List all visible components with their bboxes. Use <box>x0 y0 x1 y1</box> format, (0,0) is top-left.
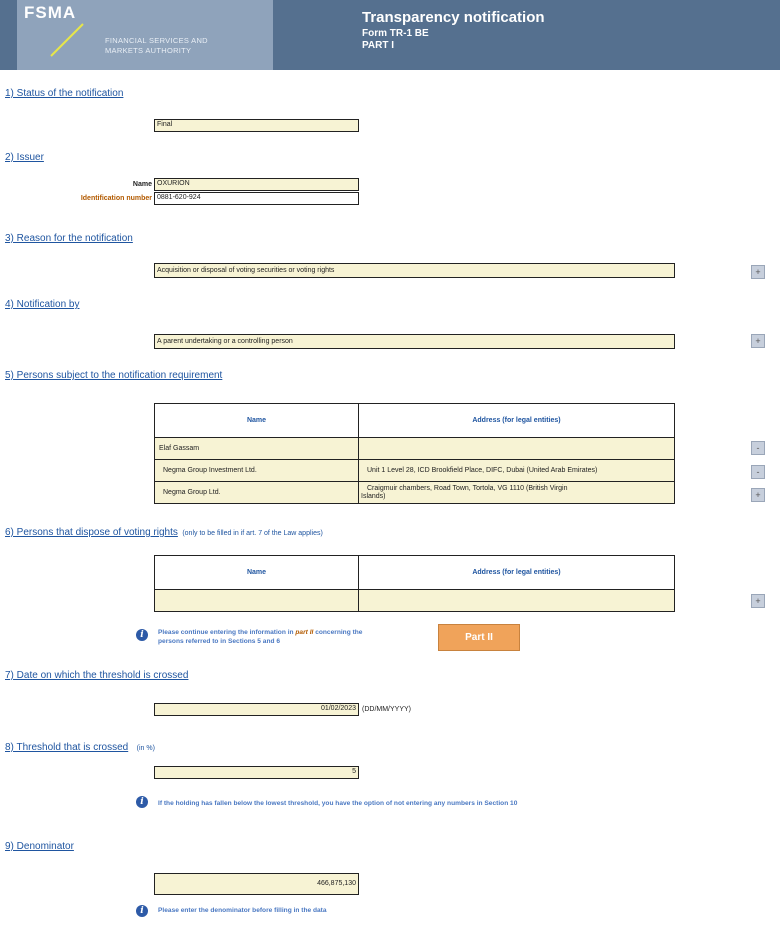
add-row-button[interactable]: + <box>751 488 765 502</box>
part2-info-text <box>158 628 428 646</box>
add-reason-button[interactable]: + <box>751 265 765 279</box>
logo-tagline <box>105 36 255 56</box>
person-name-cell[interactable]: Negma Group Ltd. <box>155 482 359 504</box>
address-line-2: Islands) <box>361 492 386 500</box>
threshold-info-text: If the holding has fallen below the lowest threshold, you have the option of not entering any numbers in Section 10 <box>158 800 518 807</box>
section-4-title: 4) Notification by <box>5 299 80 310</box>
section-7-title: 7) Date on which the threshold is crossed <box>5 670 189 681</box>
remove-row-button[interactable]: - <box>751 441 765 455</box>
dispose-table <box>154 555 675 612</box>
form-code: Form TR-1 BE <box>362 28 429 39</box>
notification-by-field[interactable]: A parent undertaking or a controlling person <box>154 334 675 349</box>
section-6-note: (only to be filled in if art. 7 of the Law applies) <box>182 530 323 537</box>
issuer-id-field[interactable]: 0881-620-924 <box>154 192 359 205</box>
section-5-title: 5) Persons subject to the notification requirement <box>5 370 223 381</box>
col-header-name: Name <box>155 404 359 438</box>
table-row <box>155 590 675 612</box>
info-text-part: concerning the <box>315 629 363 636</box>
info-text-part: Please continue entering the information in <box>158 629 294 636</box>
table-row <box>155 482 675 504</box>
col-header-address: Address (for legal entities) <box>359 404 675 438</box>
section-9-title: 9) Denominator <box>5 841 74 852</box>
col-header-address: Address (for legal entities) <box>359 556 675 590</box>
reason-field[interactable]: Acquisition or disposal of voting securities or voting rights <box>154 263 675 278</box>
logo-slash-icon <box>47 20 87 60</box>
info-icon: i <box>136 905 148 917</box>
form-part: PART I <box>362 40 395 51</box>
denominator-info-text: Please enter the denominator before filling in the data <box>158 907 327 914</box>
persons-table <box>154 403 675 504</box>
person-name-cell[interactable]: Negma Group Investment Ltd. <box>155 460 359 482</box>
info-part-ref: part II <box>295 629 314 636</box>
section-8-heading <box>5 737 155 755</box>
dispose-name-cell[interactable] <box>155 590 359 612</box>
table-row <box>155 460 675 482</box>
logo-wordmark: FSMA <box>24 3 77 22</box>
part-ii-button[interactable]: Part II <box>438 624 520 651</box>
section-8-title: 8) Threshold that is crossed <box>5 742 129 753</box>
issuer-name-field[interactable]: OXURION <box>154 178 359 191</box>
person-name-cell[interactable]: Elaf Gassam <box>155 438 359 460</box>
issuer-id-label: Identification number <box>80 195 152 202</box>
section-1-title: 1) Status of the notification <box>5 88 124 99</box>
threshold-field[interactable]: 5 <box>154 766 359 779</box>
issuer-name-label: Name <box>132 181 152 188</box>
logo-tagline-line1: FINANCIAL SERVICES AND <box>105 36 208 45</box>
person-address-cell[interactable]: Unit 1 Level 28, ICD Brookfield Place, DIFC, Dubai (United Arab Emirates) <box>359 460 675 482</box>
logo-tagline-line2: MARKETS AUTHORITY <box>105 46 192 55</box>
section-6-heading <box>5 522 323 540</box>
person-address-cell[interactable] <box>359 438 675 460</box>
info-text-part: persons referred to in Sections 5 and 6 <box>158 638 281 645</box>
dispose-address-cell[interactable] <box>359 590 675 612</box>
info-icon: i <box>136 796 148 808</box>
person-address-cell[interactable] <box>359 482 675 504</box>
section-8-note: (in %) <box>136 745 155 752</box>
section-6-title: 6) Persons that dispose of voting rights <box>5 527 178 538</box>
add-row-button[interactable]: + <box>751 594 765 608</box>
denominator-field[interactable]: 466,875,130 <box>154 873 359 895</box>
add-notifier-button[interactable]: + <box>751 334 765 348</box>
section-3-title: 3) Reason for the notification <box>5 233 133 244</box>
section-2-title: 2) Issuer <box>5 152 44 163</box>
info-icon: i <box>136 629 148 641</box>
status-field[interactable]: Final <box>154 119 359 132</box>
table-row <box>155 438 675 460</box>
page-title: Transparency notification <box>362 9 545 26</box>
date-format-hint: (DD/MM/YYYY) <box>362 706 411 713</box>
date-field[interactable]: 01/02/2023 <box>154 703 359 716</box>
address-line-1: Craigmuir chambers, Road Town, Tortola, VG 1110 (British Virgin <box>367 484 568 492</box>
remove-row-button[interactable]: - <box>751 465 765 479</box>
col-header-name: Name <box>155 556 359 590</box>
